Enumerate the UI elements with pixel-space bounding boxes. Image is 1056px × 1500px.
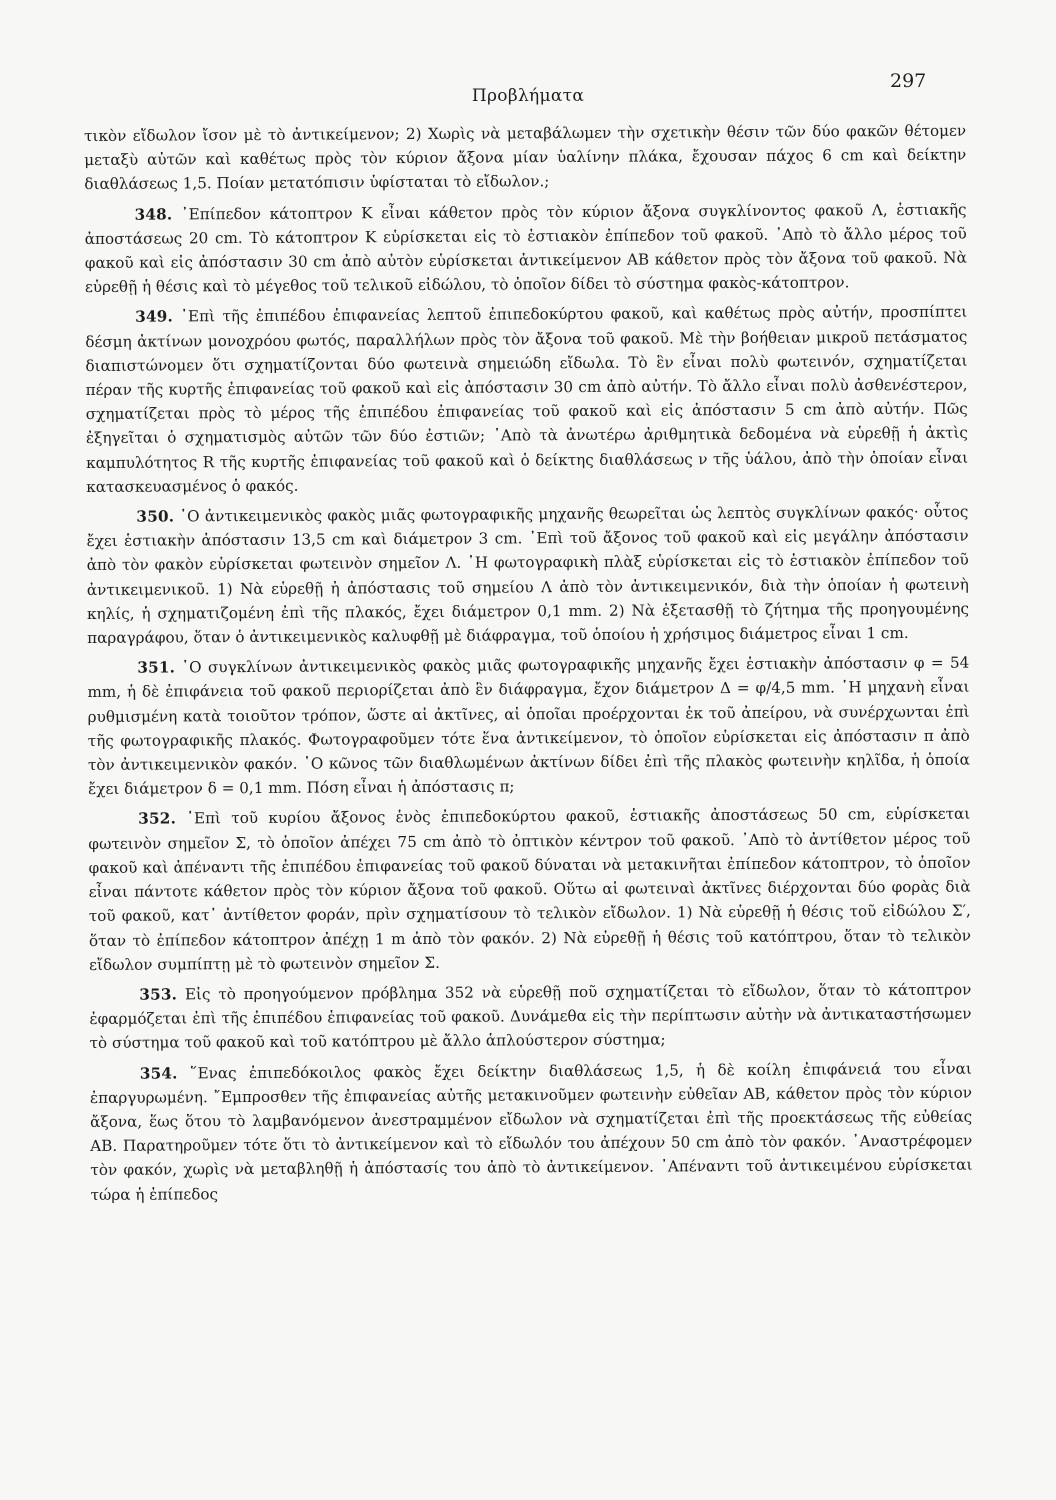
problem-text: ᾿Επὶ τοῦ κυρίου ἄξονος ἑνὸς ἐπιπεδοκύρτου φακοῦ, ἑστιακῆς ἀποστάσεως 50 cm, εὑρίσκεται φωτεινὸν σημεῖον Σ, τὸ ὁποῖον ἀπέχει 75 cm ἀπὸ τὸ ὀπτικὸν κέντρον τοῦ φακοῦ. ᾿Απὸ τὸ ἀντίθετον μέρος τοῦ φακοῦ καὶ ἀπέναντι τῆς ἐπιπέδου ἐπιφανείας τοῦ φακοῦ δύναται νὰ μετακινῆται ἐπίπεδον κάτοπτρον, τὸ ὁποῖον εἶναι πάντοτε κάθετον πρὸς τὸν κύριον ἄξονα τοῦ φακοῦ. Οὕτω αἱ φωτειναὶ ἀκτῖνες διέρχονται δύο φορὰς διὰ τοῦ φακοῦ, κατ᾿ ἀντίθετον φοράν, πρὶν σχηματίσουν τὸ τελικὸν εἴδωλον. 1) Νὰ εὑρεθῇ ἡ θέσις τοῦ εἰδώλου Σ′, ὅταν τὸ ἐπίπεδον κάτοπτρον ἀπέχῃ 1 m ἀπὸ τὸν φακόν. 2) Νὰ εὑρεθῇ ἡ θέσις τοῦ κατόπτρου, ὅταν τὸ τελικὸν εἴδωλον συμπίπτῃ μὲ τὸ φωτεινὸν σημεῖον Σ. (88, 805, 972, 974)
problem-text: ῾Ο ἀντικειμενικὸς φακὸς μιᾶς φωτογραφικῆς μηχανῆς θεωρεῖται ὡς λεπτὸς συγκλίνων φακός· οὗτος ἔχει ἑστιακὴν ἀπόστασιν 13,5 cm καὶ διάμετρον 3 cm. ᾿Επὶ τοῦ ἄξονος τοῦ φακοῦ καὶ εἰς μεγάλην ἀπόστασιν ἀπὸ τὸν φακὸν εὑρίσκεται φωτεινὸν σημεῖον Λ. ῾Η φωτογραφικὴ πλὰξ εὑρίσκεται εἰς τὸ ἑστιακὸν ἐπίπεδον τοῦ ἀντικειμενικοῦ. 1) Νὰ εὑρεθῇ ἡ ἀπόστασις τοῦ σημείου Λ ἀπὸ τὸν ἀντικειμενικόν, διὰ τὴν ὁποίαν ἡ φωτεινὴ κηλίς, ἡ σχηματιζομένη ἐπὶ τῆς πλακός, ἔχει διάμετρον 0,1 mm. 2) Νὰ ἐξετασθῇ τὸ ζήτημα τῆς προηγουμένης παραγράφου, ὅταν ὁ ἀντικειμενικὸς καλυφθῇ μὲ διάφραγμα, τοῦ ὁποίου ἡ χρήσιμος διάμετρος εἶναι 1 cm. (86, 502, 970, 648)
problem-348 (84, 197, 967, 299)
problem-number: 350. (136, 507, 175, 526)
problem-text: ῾Ο συγκλίνων ἀντικειμενικὸς φακὸς μιᾶς φωτογραφικῆς μηχανῆς ἔχει ἑστιακὴν ἀπόστασιν φ = 54 mm, ἡ δὲ ἐπιφάνεια τοῦ φακοῦ περιορίζεται ἀπὸ ἓν διάφραγμα, ἔχον διάμετρον Δ = φ/4,5 mm. ῾Η μηχανὴ εἶναι ρυθμισμένη κατὰ τοιοῦτον τρόπον, ὥστε αἱ ἀκτῖνες, αἱ ὁποῖαι προέρχονται ἐκ τοῦ ἀπείρου, νὰ συνέρχωνται ἐπὶ τῆς φωτογραφικῆς πλακός. Φωτογραφοῦμεν τότε ἕνα ἀντικείμενον, τὸ ὁποῖον εὑρίσκεται εἰς ἀπόστασιν π ἀπὸ τὸν ἀντικειμενικὸν φακόν. ῾Ο κῶνος τῶν διαθλωμένων ἀκτίνων δίδει ἐπὶ τῆς πλακὸς φωτεινὴν κηλῖδα, ἡ ὁποία ἔχει διάμετρον δ = 0,1 mm. Πόση εἶναι ἡ ἀπόστασις π; (87, 653, 970, 799)
problem-text: ᾿Επὶ τῆς ἐπιπέδου ἐπιφανείας λεπτοῦ ἐπιπεδοκύρτου φακοῦ, καὶ καθέτως πρὸς αὐτήν, προσπίπτει δέσμη ἀκτίνων μονοχρόου φωτός, παραλλήλων πρὸς τὸν ἄξονα τοῦ φακοῦ. Μὲ τὴν βοήθειαν μικροῦ πετάσματος διαπιστώνομεν ὅτι σχηματίζονται δύο φωτεινὰ σημειώδη εἴδωλα. Τὸ ἓν εἶναι πολὺ φωτεινόν, σχηματίζεται πέραν τῆς κυρτῆς ἐπιφανείας τοῦ φακοῦ καὶ εἰς ἀπόστασιν 30 cm ἀπὸ αὐτήν. Τὸ ἄλλο εἶναι πολὺ ἀσθενέστερον, σχηματίζεται πρὸς τὸ μέρος τῆς ἐπιπέδου ἐπιφανείας τοῦ φακοῦ καὶ εἰς ἀπόστασιν 5 cm ἀπὸ αὐτήν. Πῶς ἐξηγεῖται ὁ σχηματισμὸς αὐτῶν τῶν δύο ἐστιῶν; ᾿Απὸ τὰ ἀνωτέρω ἀριθμητικὰ δεδομένα νὰ εὑρεθῇ ἡ ἀκτὶς καμπυλότητος R τῆς κυρτῆς ἐπιφανείας τοῦ φακοῦ καὶ ὁ δείκτης διαθλάσεως ν τῆς ὑάλου, ἀπὸ τὴν ὁποίαν εἶναι κατασκευασμένος ὁ φακός. (85, 303, 969, 496)
problem-text: ῞Ενας ἐπιπεδόκοιλος φακὸς ἔχει δείκτην διαθλάσεως 1,5, ἡ δὲ κοίλη ἐπιφάνειά του εἶναι ἐπαργυρωμένη. ῎Εμπροσθεν τῆς ἐπιφανείας αὐτῆς μετακινοῦμεν φωτεινὴν εὐθεῖαν AB, κάθετον πρὸς τὸν κύριον ἄξονα, ἕως ὅτου τὸ λαμβανόμενον ἀνεστραμμένον εἴδωλον νὰ σχηματίζεται ἐπὶ τῆς προεκτάσεως τῆς εὐθείας AB. Παρατηροῦμεν τότε ὅτι τὸ ἀντικείμενον καὶ τὸ εἴδωλόν του ἀπέχουν 50 cm ἀπὸ τὸν φακόν. ᾿Αναστρέφομεν τὸν φακόν, χωρὶς νὰ μεταβληθῇ ἡ ἀπόστασίς του ἀπὸ τὸ ἀντικείμενον. ᾿Απέναντι τοῦ ἀντικειμένου εὑρίσκεται τώρα ἡ ἐπίπεδος (89, 1059, 973, 1204)
continuation-paragraph: τικὸν εἴδωλον ἴσον μὲ τὸ ἀντικείμενον; 2) Χωρὶς νὰ μεταβάλωμεν τὴν σχετικὴν θέσιν τῶν δύο φακῶν θέτομεν μεταξὺ αὐτῶν καὶ καθέτως πρὸς τὸν κύριον ἄξονα μίαν ὑαλίνην πλάκα, ἔχουσαν πάχος 6 cm καὶ δείκτην διαθλάσεως 1,5. Ποίαν μετατόπισιν ὑφίσταται τὸ εἴδωλον.; (84, 121, 967, 194)
problem-number: 353. (139, 985, 178, 1004)
page-number: 297 (890, 70, 927, 92)
problem-352 (88, 802, 971, 977)
problem-number: 348. (134, 205, 173, 224)
page-body (84, 119, 973, 1213)
problem-text: ᾿Επίπεδον κάτοπτρον K εἶναι κάθετον πρὸς τὸν κύριον ἄξονα συγκλίνοντος φακοῦ Λ, ἑστιακῆς ἀποστάσεως 20 cm. Τὸ κάτοπτρον K εὑρίσκεται εἰς τὸ ἑστιακὸν ἐπίπεδον τοῦ φακοῦ. ᾿Απὸ τὸ ἄλλο μέρος τοῦ φακοῦ καὶ εἰς ἀπόστασιν 30 cm ἀπὸ αὐτὸν εὑρίσκεται ἀντικείμενον AB κάθετον πρὸς τὸν ἄξονα τοῦ φακοῦ. Νὰ εὑρεθῇ ἡ θέσις καὶ τὸ μέγεθος τοῦ τελικοῦ εἰδώλου, τὸ ὁποῖον δίδει τὸ σύστημα φακὸς-κάτοπτρον. (84, 200, 967, 297)
problem-number: 354. (139, 1063, 178, 1083)
problem-354 (90, 1056, 973, 1207)
problem-number: 352. (138, 809, 177, 829)
problem-353 (89, 978, 971, 1056)
running-header-title: Προβλήματα (471, 86, 585, 106)
problem-351 (87, 651, 970, 802)
problem-350 (86, 500, 969, 651)
problem-349 (85, 300, 968, 499)
problem-text: Εἰς τὸ προηγούμενον πρόβλημα 352 νὰ εὑρεθῇ ποῦ σχηματίζεται τὸ εἴδωλον, ὅταν τὸ κάτοπτρον ἐφαρμόζεται ἐπὶ τῆς ἐπιπέδου ἐπιφανείας τοῦ φακοῦ. Δυνάμεθα εἰς τὴν περίπτωσιν αὐτὴν νὰ ἀντικαταστήσωμεν τὸ σύστημα τοῦ φακοῦ καὶ τοῦ κατόπτρου μὲ ἄλλο ἁπλούστερον σύστημα; (89, 980, 972, 1053)
problem-number: 351. (137, 658, 176, 677)
problem-number: 349. (135, 307, 174, 327)
